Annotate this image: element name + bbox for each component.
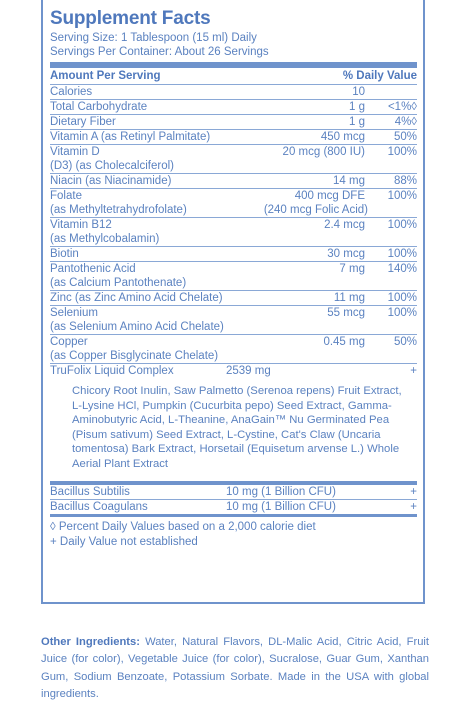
dv-header: % Daily Value	[342, 70, 417, 82]
probiotic-amount: 10 mg (1 Billion CFU)	[226, 486, 336, 498]
footnote-dv: ◊ Percent Daily Values based on a 2,000 calorie diet	[50, 521, 316, 533]
nutrient-name: Folate	[50, 190, 82, 202]
panel-title: Supplement Facts	[50, 8, 211, 29]
nutrient-amount: 1 g	[349, 101, 365, 113]
nutrient-dv: 100%	[387, 219, 417, 231]
nutrient-source-left: (as Methyltetrahydrofolate)	[50, 204, 187, 216]
other-ingredients-label: Other Ingredients:	[41, 636, 140, 648]
nutrient-source-right: (240 mcg Folic Acid)	[263, 204, 368, 216]
nutrient-dv: 100%	[387, 248, 417, 260]
nutrient-amount: 55 mcg	[327, 307, 365, 319]
nutrient-name: Dietary Fiber	[50, 116, 116, 128]
servings-per-container: Servings Per Container: About 26 Servings	[50, 46, 269, 58]
nutrient-row	[50, 115, 417, 129]
other-ingredients-text: Water, Natural Flavors, DL-Malic Acid, Citric Acid, Fruit Juice (for color), Vegetable Juice (for color), Sucralose, Guar Gum, Xanthan Gum, Sodium Benzoate, Potassium Sorbate. Made in the USA with global ingredients.	[41, 636, 430, 700]
nutrient-source: (as Calcium Pantothenate)	[50, 277, 187, 289]
nutrient-amount: 30 mcg	[327, 248, 365, 260]
nutrient-dv: 140%	[387, 263, 417, 275]
nutrient-name: Vitamin B12	[50, 219, 112, 231]
probiotic-row	[50, 500, 417, 514]
probiotic-amount: 10 mg (1 Billion CFU)	[226, 501, 336, 513]
nutrient-amount: 11 mg	[333, 292, 365, 304]
nutrient-name: Vitamin D	[50, 146, 100, 158]
nutrient-dv: 100%	[387, 190, 417, 202]
nutrient-row	[50, 247, 417, 261]
nutrient-name: Selenium	[50, 307, 98, 319]
nutrient-source	[50, 203, 417, 217]
nutrient-amount: 1 g	[349, 116, 365, 128]
nutrient-amount: 7 mg	[339, 263, 365, 275]
amount-header: Amount Per Serving	[50, 70, 161, 82]
nutrient-row	[50, 85, 417, 99]
nutrient-name: Pantothenic Acid	[50, 263, 136, 275]
nutrient-row	[50, 262, 417, 276]
nutrient-row	[50, 335, 417, 349]
nutrient-row	[50, 100, 417, 114]
nutrient-row	[50, 306, 417, 320]
nutrient-amount: 2.4 mcg	[324, 219, 365, 231]
complex-dv: +	[410, 365, 417, 377]
complex-description: Chicory Root Inulin, Saw Palmetto (Serenoa repens) Fruit Extract, L-Lysine HCl, Pumpkin (Cucurbita pepo) Seed Extract, Gamma-Aminobutyric Acid, L-Theanine, AnaGain™ Nu Germinated Pea (Pisum sativum) Seed Extract, L-Cystine, Cat's Claw (Uncaria tomentosa) Bark Extract, Horsetail (Equisetum arvense L.) Whole Aerial Plant Extract	[72, 385, 402, 470]
serving-size: Serving Size: 1 Tablespoon (15 ml) Daily	[50, 32, 257, 44]
complex-amount: 2539 mg	[226, 365, 271, 377]
nutrient-name: Total Carbohydrate	[50, 101, 148, 113]
footer-divider	[50, 514, 417, 517]
complex-name: TruFolix Liquid Complex	[50, 365, 174, 377]
nutrient-rows	[50, 84, 417, 363]
complex-row	[50, 364, 417, 378]
table-header	[50, 68, 417, 84]
probiotic-name: Bacillus Subtilis	[50, 486, 130, 498]
probiotic-dv: +	[410, 501, 417, 513]
nutrient-dv: 4%◊	[394, 116, 417, 128]
nutrient-amount: 400 mcg DFE	[294, 190, 365, 202]
other-ingredients	[41, 634, 429, 703]
nutrient-source: (as Selenium Amino Acid Chelate)	[50, 321, 224, 333]
nutrient-amount: 14 mg	[333, 175, 365, 187]
nutrient-row	[50, 174, 417, 188]
nutrient-name: Calories	[50, 86, 93, 98]
probiotic-name: Bacillus Coagulans	[50, 501, 148, 513]
nutrient-source: (as Copper Bisglycinate Chelate)	[50, 350, 219, 362]
footnote-plus: + Daily Value not established	[50, 536, 198, 548]
nutrient-dv	[375, 85, 417, 99]
nutrient-name: Copper	[50, 336, 88, 348]
nutrient-name: Vitamin A (as Retinyl Palmitate)	[50, 131, 211, 143]
nutrient-dv: 50%	[393, 131, 417, 143]
nutrient-amount: 20 mcg (800 IU)	[282, 146, 365, 158]
nutrient-row	[50, 189, 417, 203]
probiotic-row	[50, 485, 417, 499]
supplement-facts-panel	[41, 0, 425, 604]
nutrient-source: (D3) (as Cholecalciferol)	[50, 160, 174, 172]
nutrient-dv: 100%	[387, 146, 417, 158]
nutrient-row	[50, 145, 417, 159]
nutrient-row	[50, 291, 417, 305]
nutrient-name: Biotin	[50, 248, 79, 260]
nutrient-dv: <1%◊	[387, 101, 417, 113]
nutrient-dv: 88%	[393, 175, 417, 187]
probiotic-rows	[50, 485, 417, 514]
nutrient-source: (as Methylcobalamin)	[50, 233, 160, 245]
nutrient-dv: 50%	[393, 336, 417, 348]
nutrient-row	[50, 130, 417, 144]
probiotic-dv: +	[410, 486, 417, 498]
nutrient-amount: 10	[352, 86, 365, 98]
nutrient-dv: 100%	[387, 307, 417, 319]
nutrient-name: Zinc (as Zinc Amino Acid Chelate)	[50, 292, 223, 304]
nutrient-row	[50, 218, 417, 232]
nutrient-dv: 100%	[387, 292, 417, 304]
nutrient-name: Niacin (as Niacinamide)	[50, 175, 172, 187]
nutrient-amount: 450 mcg	[320, 131, 365, 143]
nutrient-amount: 0.45 mg	[323, 336, 365, 348]
